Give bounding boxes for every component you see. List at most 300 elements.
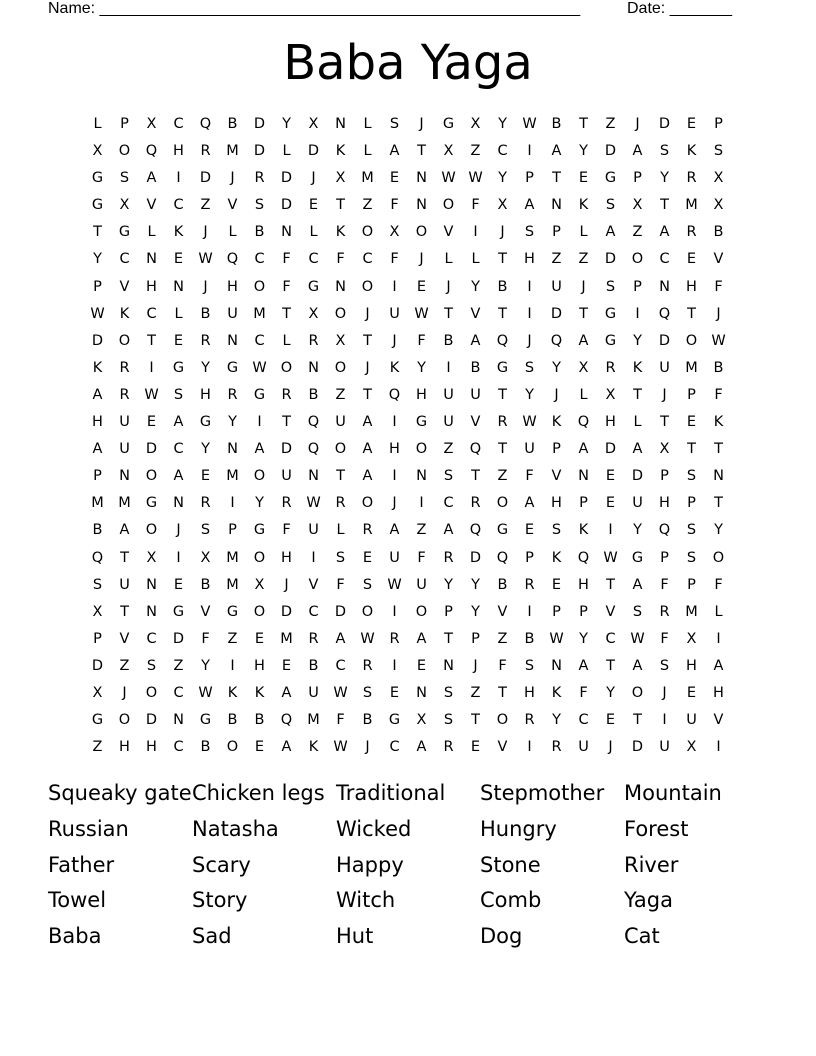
grid-letter: H	[146, 739, 157, 756]
grid-letter: X	[92, 603, 103, 620]
grid-letter: S	[659, 143, 670, 160]
grid-letter: H	[524, 684, 535, 701]
grid-letter: J	[662, 386, 667, 403]
grid-letter: L	[579, 386, 588, 403]
grid-letter: X	[632, 197, 643, 214]
grid-letter: H	[578, 576, 589, 593]
grid-letter: R	[470, 495, 481, 512]
grid-letter: O	[442, 197, 455, 214]
grid-letter: H	[686, 278, 697, 295]
grid-letter: Q	[145, 143, 158, 160]
grid-letter: T	[282, 305, 291, 322]
grid-letter: X	[470, 116, 481, 132]
grid-letter: A	[254, 441, 265, 458]
grid-letter: A	[632, 576, 643, 593]
grid-letter: C	[335, 657, 346, 674]
grid-letter: O	[253, 468, 266, 485]
grid-letter: P	[687, 576, 696, 593]
grid-letter: F	[282, 522, 291, 539]
grid-letter: Y	[525, 386, 534, 403]
grid-letter: M	[226, 143, 239, 160]
grid-letter: K	[632, 359, 643, 376]
grid-letter: K	[551, 684, 562, 701]
grid-letter: G	[442, 116, 455, 132]
grid-letter: S	[524, 359, 535, 376]
grid-letter: X	[659, 441, 670, 458]
grid-letter: O	[334, 305, 347, 322]
grid-letter: H	[713, 684, 724, 701]
grid-letter: S	[173, 386, 184, 403]
grid-letter: N	[173, 278, 184, 295]
word-list-item: River	[624, 852, 679, 877]
grid-letter: S	[686, 468, 697, 485]
grid-letter: O	[145, 684, 158, 701]
grid-letter: Z	[200, 197, 211, 214]
grid-letter: P	[525, 549, 534, 566]
grid-letter: S	[362, 576, 373, 593]
grid-letter: N	[308, 468, 319, 485]
grid-letter: D	[631, 468, 644, 485]
grid-letter: V	[497, 739, 508, 756]
grid-letter: D	[604, 251, 617, 268]
grid-letter: E	[578, 170, 589, 187]
grid-letter: Y	[633, 332, 642, 349]
grid-letter: J	[527, 332, 532, 349]
grid-letter: O	[280, 359, 293, 376]
grid-letter: Z	[119, 657, 130, 674]
word-list	[48, 776, 768, 955]
grid-letter: T	[282, 414, 291, 431]
grid-letter: P	[633, 170, 642, 187]
grid-letter: N	[416, 684, 427, 701]
grid-letter: Y	[714, 522, 723, 539]
grid-letter: Y	[201, 359, 210, 376]
grid-letter: N	[443, 657, 454, 674]
grid-letter: X	[497, 197, 508, 214]
grid-letter: R	[524, 576, 535, 593]
grid-letter: B	[497, 576, 508, 593]
grid-letter: Q	[388, 386, 401, 403]
grid-letter: X	[92, 684, 103, 701]
grid-letter: Q	[91, 549, 104, 566]
grid-letter: Y	[255, 495, 264, 512]
word-list-item: Hungry	[480, 816, 557, 841]
grid-letter: E	[686, 684, 697, 701]
grid-letter: R	[308, 630, 319, 647]
word-list-item: Hut	[336, 924, 374, 949]
grid-letter: K	[254, 684, 265, 701]
grid-letter: C	[497, 143, 508, 160]
grid-letter: W	[522, 414, 537, 431]
grid-letter: O	[253, 549, 266, 566]
grid-letter: R	[443, 549, 454, 566]
grid-letter: K	[308, 739, 319, 756]
grid-letter: I	[662, 712, 667, 729]
grid-letter: C	[362, 251, 373, 268]
grid-letter: W	[549, 630, 564, 647]
grid-letter: W	[387, 576, 402, 593]
grid-letter: Q	[550, 332, 563, 349]
grid-letter: A	[659, 224, 670, 241]
grid-letter: F	[714, 278, 723, 295]
grid-letter: R	[362, 657, 373, 674]
grid-letter: R	[200, 495, 211, 512]
grid-letter: R	[551, 739, 562, 756]
grid-letter: Y	[228, 414, 237, 431]
grid-letter: O	[253, 278, 266, 295]
grid-letter: P	[660, 468, 669, 485]
grid-letter: M	[307, 712, 320, 729]
grid-letter: E	[416, 278, 427, 295]
grid-letter: C	[119, 251, 130, 268]
grid-letter: T	[660, 414, 669, 431]
grid-letter: A	[551, 143, 562, 160]
grid-letter: I	[608, 522, 613, 539]
grid-letter: G	[388, 712, 401, 729]
grid-letter: P	[579, 495, 588, 512]
date-field-label: Date: _______	[627, 0, 732, 17]
grid-letter: I	[176, 170, 181, 187]
grid-letter: B	[92, 522, 103, 539]
grid-letter: O	[361, 224, 374, 241]
grid-letter: V	[443, 224, 454, 241]
grid-letter: G	[91, 170, 104, 187]
grid-letter: G	[604, 170, 617, 187]
grid-letter: E	[173, 251, 184, 268]
grid-letter: V	[470, 305, 481, 322]
word-list-item: Squeaky gate	[48, 781, 192, 805]
grid-letter: O	[631, 251, 644, 268]
grid-letter: R	[254, 170, 265, 187]
grid-letter: A	[335, 630, 346, 647]
grid-letter: A	[632, 143, 643, 160]
grid-letter: Z	[578, 251, 589, 268]
grid-letter: R	[281, 495, 292, 512]
grid-letter: U	[551, 278, 562, 295]
grid-letter: N	[281, 224, 292, 241]
grid-letter: Q	[469, 522, 482, 539]
grid-letter: M	[226, 468, 239, 485]
grid-letter: O	[415, 224, 428, 241]
grid-letter: H	[686, 657, 697, 674]
grid-letter: D	[280, 197, 293, 214]
grid-letter: Y	[471, 576, 480, 593]
grid-letter: G	[226, 603, 239, 620]
grid-letter: D	[91, 332, 104, 349]
grid-letter: J	[392, 495, 397, 512]
grid-letter: S	[443, 468, 454, 485]
grid-letter: F	[417, 549, 426, 566]
grid-letter: E	[416, 657, 427, 674]
word-list-item: Mountain	[624, 781, 722, 805]
grid-letter: C	[254, 251, 265, 268]
grid-letter: J	[473, 657, 478, 674]
grid-letter: F	[282, 278, 291, 295]
grid-letter: S	[524, 657, 535, 674]
grid-letter: E	[551, 576, 562, 593]
grid-letter: W	[711, 332, 726, 349]
grid-letter: R	[605, 359, 616, 376]
grid-letter: I	[527, 305, 532, 322]
grid-letter: B	[200, 576, 211, 593]
grid-letter: U	[308, 684, 319, 701]
grid-letter: Q	[307, 441, 320, 458]
grid-letter: B	[227, 116, 238, 132]
grid-letter: C	[254, 332, 265, 349]
grid-letter: K	[92, 359, 103, 376]
grid-letter: X	[119, 197, 130, 214]
grid-letter: X	[686, 739, 697, 756]
grid-letter: T	[687, 441, 696, 458]
grid-letter: N	[416, 197, 427, 214]
grid-letter: H	[551, 495, 562, 512]
grid-letter: T	[363, 386, 372, 403]
grid-letter: P	[471, 630, 480, 647]
grid-letter: J	[365, 359, 370, 376]
grid-letter: P	[579, 603, 588, 620]
grid-letter: R	[281, 386, 292, 403]
grid-letter: T	[336, 197, 345, 214]
grid-letter: G	[496, 522, 509, 539]
grid-letter: W	[198, 684, 213, 701]
grid-letter: H	[173, 143, 184, 160]
name-field-label: Name: ______________________________________________________	[48, 0, 581, 17]
grid-letter: C	[443, 495, 454, 512]
grid-letter: B	[713, 224, 724, 241]
grid-letter: T	[579, 305, 588, 322]
grid-letter: S	[119, 170, 130, 187]
grid-letter: N	[119, 468, 130, 485]
grid-letter: D	[145, 712, 158, 729]
grid-letter: G	[604, 332, 617, 349]
grid-letter: G	[253, 386, 266, 403]
grid-letter: F	[282, 251, 291, 268]
grid-letter: N	[335, 278, 346, 295]
grid-letter: J	[554, 386, 559, 403]
grid-letter: P	[687, 495, 696, 512]
grid-letter: D	[631, 739, 644, 756]
grid-letter: I	[527, 603, 532, 620]
grid-letter: K	[713, 414, 724, 431]
grid-letter: C	[173, 197, 184, 214]
grid-letter: P	[552, 603, 561, 620]
grid-letter: K	[335, 224, 346, 241]
grid-letter: L	[228, 224, 237, 241]
grid-letter: I	[230, 657, 235, 674]
grid-letter: J	[446, 278, 451, 295]
grid-letter: M	[280, 630, 293, 647]
grid-letter: X	[605, 386, 616, 403]
grid-letter: W	[198, 251, 213, 268]
grid-letter: Y	[417, 359, 426, 376]
grid-letter: O	[334, 441, 347, 458]
grid-letter: S	[335, 549, 346, 566]
grid-letter: R	[497, 414, 508, 431]
grid-letter: P	[93, 278, 102, 295]
grid-letter: S	[146, 657, 157, 674]
grid-letter: P	[552, 224, 561, 241]
grid-letter: W	[360, 630, 375, 647]
grid-letter: E	[686, 414, 697, 431]
grid-letter: F	[525, 468, 534, 485]
grid-letter: Y	[471, 603, 480, 620]
word-list-item: Forest	[624, 816, 689, 841]
grid-letter: J	[122, 684, 127, 701]
grid-letter: J	[419, 251, 424, 268]
grid-letter: O	[361, 278, 374, 295]
grid-letter: T	[687, 305, 696, 322]
grid-letter: F	[390, 251, 399, 268]
grid-letter: S	[605, 278, 616, 295]
grid-letter: B	[200, 739, 211, 756]
grid-letter: T	[606, 576, 615, 593]
grid-letter: A	[389, 143, 400, 160]
grid-letter: I	[311, 549, 316, 566]
word-list-item: Scary	[192, 852, 251, 877]
grid-letter: X	[308, 305, 319, 322]
grid-letter: T	[147, 332, 156, 349]
grid-letter: E	[470, 739, 481, 756]
grid-letter: S	[200, 522, 211, 539]
grid-letter: Y	[552, 359, 561, 376]
grid-letter: F	[714, 386, 723, 403]
grid-letter: T	[714, 495, 723, 512]
grid-letter: A	[173, 414, 184, 431]
grid-letter: T	[444, 305, 453, 322]
grid-letter: M	[361, 170, 374, 187]
grid-letter: S	[713, 143, 724, 160]
grid-letter: M	[226, 576, 239, 593]
grid-letter: U	[659, 739, 670, 756]
grid-letter: F	[336, 251, 345, 268]
grid-letter: R	[119, 386, 130, 403]
grid-letter: P	[687, 386, 696, 403]
grid-letter: F	[336, 576, 345, 593]
grid-letter: M	[685, 359, 698, 376]
grid-letter: B	[254, 224, 265, 241]
grid-letter: N	[173, 712, 184, 729]
grid-letter: P	[552, 441, 561, 458]
page-title: Baba Yaga	[283, 35, 533, 91]
grid-letter: T	[471, 712, 480, 729]
grid-letter: E	[254, 630, 265, 647]
grid-letter: T	[498, 386, 507, 403]
grid-letter: D	[658, 116, 671, 132]
grid-letter: Z	[335, 386, 346, 403]
grid-letter: O	[631, 684, 644, 701]
word-list-item: Chicken legs	[192, 781, 325, 805]
grid-letter: I	[176, 549, 181, 566]
grid-letter: I	[527, 278, 532, 295]
grid-letter: D	[550, 305, 563, 322]
grid-letter: T	[498, 251, 507, 268]
grid-letter: O	[496, 712, 509, 729]
grid-letter: G	[91, 712, 104, 729]
grid-letter: A	[524, 197, 535, 214]
grid-letter: Q	[199, 116, 212, 132]
grid-letter: Q	[226, 251, 239, 268]
grid-letter: M	[118, 495, 131, 512]
grid-letter: X	[443, 143, 454, 160]
grid-letter: R	[119, 359, 130, 376]
grid-letter: P	[93, 630, 102, 647]
grid-letter: W	[252, 359, 267, 376]
grid-letter: Q	[658, 522, 671, 539]
grid-letter: A	[389, 522, 400, 539]
grid-letter: S	[254, 197, 265, 214]
grid-letter: E	[308, 197, 319, 214]
grid-letter: Y	[282, 116, 291, 132]
grid-letter: T	[444, 630, 453, 647]
grid-letter: U	[389, 549, 400, 566]
grid-letter: X	[308, 116, 319, 132]
grid-letter: A	[119, 522, 130, 539]
grid-letter: Q	[577, 549, 590, 566]
grid-letter: F	[390, 197, 399, 214]
grid-letter: W	[630, 630, 645, 647]
grid-letter: V	[497, 603, 508, 620]
grid-letter: R	[659, 603, 670, 620]
grid-letter: S	[443, 712, 454, 729]
grid-letter: U	[416, 576, 427, 593]
grid-letter: W	[90, 305, 105, 322]
grid-letter: R	[227, 386, 238, 403]
grid-letter: C	[173, 116, 184, 132]
grid-letter: D	[172, 630, 185, 647]
grid-letter: E	[686, 251, 697, 268]
grid-letter: V	[551, 468, 562, 485]
grid-letter: K	[335, 143, 346, 160]
grid-letter: D	[604, 143, 617, 160]
grid-letter: A	[578, 441, 589, 458]
grid-letter: W	[144, 386, 159, 403]
grid-letter: N	[551, 657, 562, 674]
grid-letter: K	[578, 197, 589, 214]
grid-letter: V	[713, 712, 724, 729]
word-list-item: Natasha	[192, 816, 279, 841]
grid-letter: L	[363, 116, 372, 132]
grid-letter: H	[524, 251, 535, 268]
grid-letter: D	[469, 549, 482, 566]
grid-letter: Q	[496, 549, 509, 566]
grid-letter: W	[306, 495, 321, 512]
grid-letter: A	[281, 684, 292, 701]
grid-letter: J	[311, 170, 316, 187]
grid-letter: T	[93, 224, 102, 241]
word-list-item: Baba	[48, 924, 102, 949]
grid-letter: I	[392, 603, 397, 620]
grid-letter: F	[660, 576, 669, 593]
grid-letter: A	[362, 468, 373, 485]
grid-letter: H	[416, 386, 427, 403]
word-list-item: Yaga	[624, 888, 674, 913]
grid-letter: D	[145, 441, 158, 458]
grid-letter: W	[603, 549, 618, 566]
grid-letter: U	[389, 305, 400, 322]
grid-letter: W	[441, 170, 456, 187]
grid-letter: M	[91, 495, 104, 512]
grid-letter: Q	[658, 305, 671, 322]
grid-letter: A	[578, 332, 589, 349]
grid-letter: H	[200, 386, 211, 403]
word-list-item: Happy	[336, 852, 404, 877]
grid-letter: S	[524, 224, 535, 241]
word-list-item: Stepmother	[480, 781, 605, 805]
grid-letter: U	[119, 441, 130, 458]
grid-letter: G	[226, 359, 239, 376]
grid-letter: Y	[579, 143, 588, 160]
grid-letter: R	[524, 712, 535, 729]
